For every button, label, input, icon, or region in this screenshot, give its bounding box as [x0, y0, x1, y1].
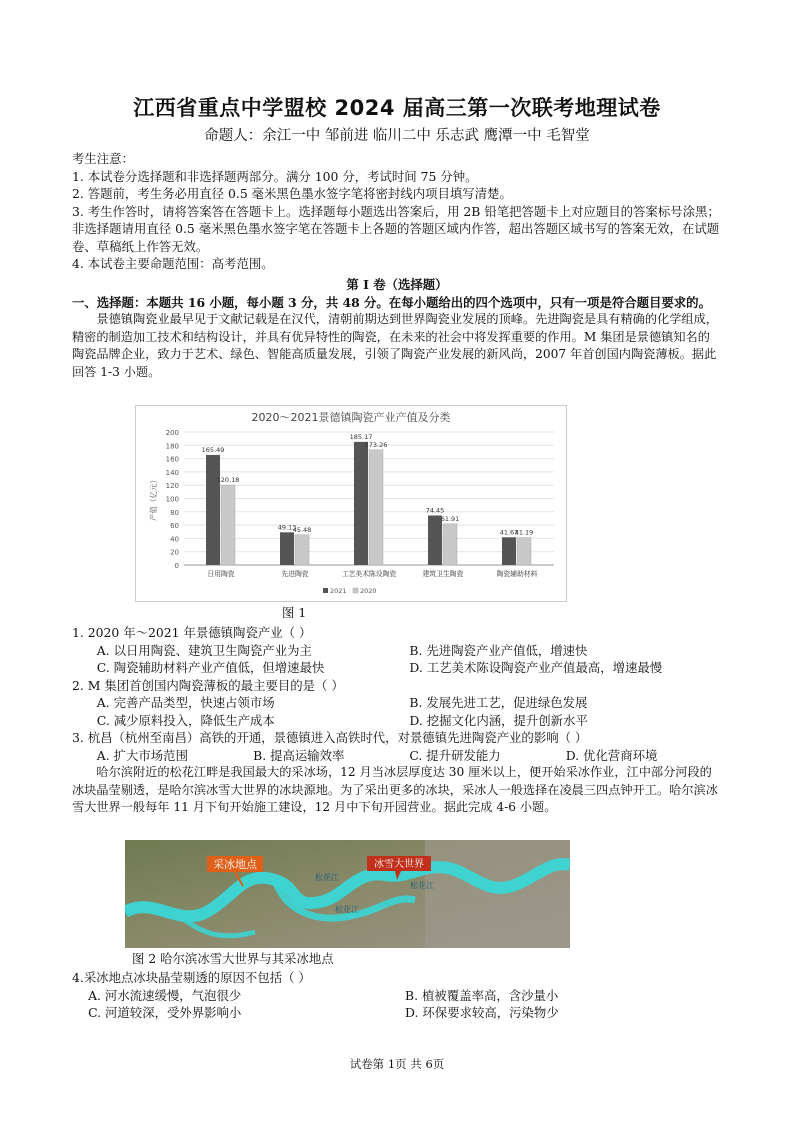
legend-label: 2021 — [330, 587, 347, 595]
ice-site-label: 采冰地点 — [213, 858, 257, 871]
ice-world-label: 冰雪大世界 — [374, 859, 424, 870]
legend-swatch — [353, 588, 358, 593]
option: B. 先进陶瓷产业产值低，增速快 — [409, 642, 588, 658]
authors-line: 命题人：余江一中 邹前进 临川二中 乐志武 鹰潭一中 毛智堂 — [204, 128, 590, 144]
bar-2021 — [502, 537, 516, 565]
bar-2020 — [221, 485, 235, 565]
passage-1: 景德镇陶瓷业最早见于文献记载是在汉代，清朝前期达到世界陶瓷业发展的顶峰。先进陶瓷是具有精确的化学组成，精密的制造加工技术和结构设计，并具有优异特性的陶瓷，在未来的社会中将发挥重要的作用。M 集团是景德镇知名的陶瓷品牌企业，致力于艺术、绿色、智能高质量发展，引领了陶瓷产业发展的新风尚，2007 年首创国内陶瓷薄板。据此回答 1-3 小题。 — [72, 312, 718, 379]
y-tick-label: 0 — [174, 562, 179, 570]
bar-2020 — [517, 538, 531, 565]
notice-heading: 考生注意： — [72, 151, 134, 166]
y-tick-label: 60 — [170, 522, 179, 531]
bar-2021 — [354, 442, 368, 565]
page-footer: 试卷第 1页 共 6页 — [349, 1057, 445, 1071]
question-options — [72, 642, 722, 677]
data-label: 49.13 — [277, 523, 297, 532]
y-tick-label: 80 — [170, 508, 179, 517]
y-tick-label: 180 — [165, 442, 179, 451]
page-title: 江西省重点中学盟校 2024 届高三第一次联考地理试卷 — [133, 96, 661, 120]
data-label: 185.17 — [349, 432, 373, 441]
passage-2: 哈尔滨附近的松花江畔是我国最大的采冰场，12 月当冰层厚度达 30 厘米以上，便开始采冰作业，江中部分河段的冰块晶莹剔透，是哈尔滨冰雪大世界的冰块源地。为了采出更多的冰块，采冰人一般选择在凌晨三四点钟开工。哈尔滨冰雪大世界一般每年 11 月下旬开始施工建设，12 月中下旬开园营业。据此完成 4-6 小题。 — [72, 765, 718, 814]
bar-chart — [136, 406, 566, 601]
x-tick-label: 工艺美术陈设陶瓷 — [341, 570, 397, 578]
bar-2020 — [295, 535, 309, 565]
satellite-map — [125, 840, 570, 948]
notice-item: 1. 本试卷分选择题和非选择题两部分。满分 100 分，考试时间 75 分钟。 — [72, 168, 478, 184]
question-4 — [72, 969, 722, 1022]
bar-2021 — [206, 455, 220, 565]
river-label: 松花江 — [410, 881, 434, 890]
option: C. 减少原料投入，降低生产成本 — [96, 712, 275, 728]
section-instruction: 一、选择题：本题共 16 小题，每小题 3 分，共 48 分。在每小题给出的四个选项中，只有一项是符合题目要求的。 — [72, 294, 711, 310]
x-tick-label: 日用陶瓷 — [207, 570, 235, 578]
option: D. 优化营商环境 — [565, 747, 658, 763]
bar-2021 — [428, 515, 442, 565]
question-stem: 3. 杭昌（杭州至南昌）高铁的开通，景德镇进入高铁时代，对景德镇先进陶瓷产业的影响（ ） — [72, 730, 588, 745]
option: C. 陶瓷辅助材料产业产值低，但增速最快 — [96, 660, 325, 675]
y-tick-label: 200 — [165, 429, 179, 437]
option: C. 提升研发能力 — [409, 747, 501, 763]
option: D. 工艺美术陈设陶瓷产业产值最高，增速最慢 — [409, 660, 663, 675]
river-label: 松花江 — [335, 905, 359, 914]
y-tick-label: 120 — [165, 482, 179, 491]
data-label: 45.48 — [292, 525, 312, 534]
river-label: 松花江 — [315, 873, 339, 882]
y-tick-label: 40 — [170, 535, 179, 544]
data-label: 61.91 — [440, 514, 460, 523]
option: B. 提高运输效率 — [253, 747, 345, 763]
x-tick-label: 建筑卫生陶瓷 — [422, 570, 464, 578]
data-label: 120.18 — [216, 476, 240, 485]
notice-item: 4. 本试卷主要命题范围：高考范围。 — [72, 256, 274, 271]
question-options — [72, 747, 722, 765]
option: A. 以日用陶瓷、建筑卫生陶瓷产业为主 — [96, 642, 312, 658]
option: D. 环保要求较高，污染物少 — [405, 1005, 559, 1020]
x-tick-label: 陶瓷辅助材料 — [496, 570, 538, 578]
option: B. 发展先进工艺，促进绿色发展 — [409, 695, 588, 710]
notice-item: 3. 考生作答时，请将答案答在答题卡上。选择题每小题选出答案后，用 2B 铅笔把答题卡上对应题目的答案标号涂黑；非选择题请用直径 0.5 毫米黑色墨水签字笔在答题卡上各题的答题区域内作答，超出答题区域书写的答案无效，在试题卷、草稿纸上作答无效。 — [72, 203, 720, 254]
map-figure-2 — [125, 840, 570, 948]
question-options — [72, 987, 722, 1022]
legend-label: 2020 — [360, 587, 377, 595]
y-tick-label: 100 — [165, 495, 179, 504]
chart-figure-1 — [135, 405, 567, 602]
y-tick-label: 160 — [165, 455, 179, 464]
notice-item: 2. 答题前，考生务必用直径 0.5 毫米黑色墨水签字笔将密封线内项目填写清楚。 — [72, 186, 512, 201]
question-stem: 2. M 集团首创国内陶瓷薄板的最主要目的是（ ） — [72, 677, 344, 693]
data-label: 74.45 — [425, 506, 445, 515]
question-stem: 1. 2020 年～2021 年景德镇陶瓷产业（ ） — [72, 625, 312, 640]
data-label: 41.67 — [499, 528, 519, 537]
legend-swatch — [323, 588, 328, 593]
y-tick-label: 140 — [165, 468, 179, 477]
questions-1-3 — [72, 624, 722, 817]
section1-header — [72, 276, 722, 381]
option: A. 河水流速缓慢，气泡很少 — [88, 987, 242, 1003]
fig2-caption: 图 2 哈尔滨冰雪大世界与其采冰地点 — [132, 951, 334, 966]
question-options — [72, 694, 722, 729]
question-stem: 4.采冰地点冰块晶莹剔透的原因不包括（ ） — [72, 970, 311, 985]
chart-title: 2020～2021景德镇陶瓷产业产值及分类 — [251, 411, 451, 424]
y-tick-label: 20 — [170, 548, 179, 557]
data-label: 165.49 — [201, 445, 225, 454]
notice-block — [72, 150, 722, 273]
option: A. 扩大市场范围 — [96, 747, 188, 763]
option: D. 挖掘文化内涵，提升创新水平 — [409, 712, 588, 728]
data-label: 173.26 — [364, 440, 388, 449]
option: B. 植被覆盖率高，含沙量小 — [405, 987, 559, 1003]
data-label: 41.19 — [514, 528, 534, 537]
bar-2020 — [369, 450, 383, 565]
x-tick-label: 先进陶瓷 — [281, 570, 309, 578]
option: C. 河道较深，受外界影响小 — [88, 1005, 242, 1020]
bar-2021 — [280, 532, 294, 565]
option: A. 完善产品类型，快速占领市场 — [96, 695, 275, 710]
y-axis-label: 产值（亿元） — [149, 476, 158, 521]
bar-2020 — [443, 524, 457, 565]
fig1-caption: 图 1 — [282, 605, 307, 620]
section-title: 第 I 卷（选择题） — [346, 277, 448, 292]
